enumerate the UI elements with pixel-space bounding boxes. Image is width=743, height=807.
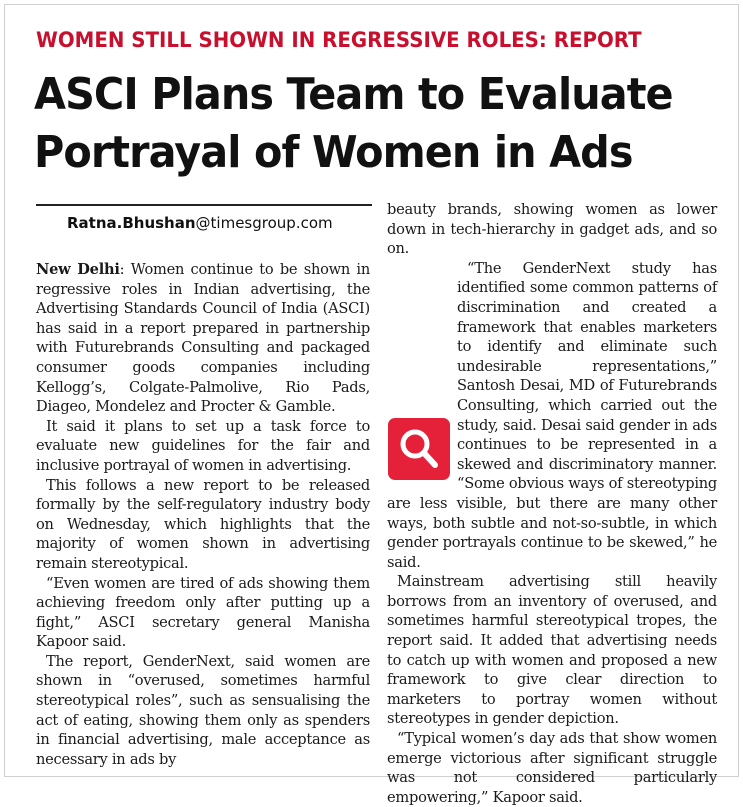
headline-line-2: Portrayal of Women in Ads (34, 127, 633, 178)
paragraph: “Typical women’s day ads that show women emerge victorious after significant struggle was not considered particularly empowering,” Kapoor said. (387, 730, 717, 806)
column-2 (387, 200, 717, 807)
paragraph: This follows a new report to be released formally by the self-regulatory industry body on Wednesday, which highlights that the majority of women shown in advertising remain stereotypical. (36, 476, 370, 572)
paragraph: beauty brands, showing women as lower down in tech-hierarchy in gadget ads, and so on. (387, 201, 717, 258)
byline-domain: @timesgroup.com (195, 214, 333, 232)
headline (34, 66, 692, 182)
headline-line-1: ASCI Plans Team to Evaluate (34, 69, 673, 120)
paragraph: The report, GenderNext, said women are shown in “overused, sometimes harmful stereotypical roles”, such as sensualising the act of eating, showing them only as spenders in financial advertising, male acceptance as necessary in ads by (36, 652, 370, 768)
paragraph (36, 260, 370, 417)
paragraph: Mainstream advertising still heavily borrows from an inventory of overused, and sometimes harmful stereotypical tropes, the report said. It added that advertising needs to catch up with women and proposed a new framework to give clear direction to marketers to portray women without stereotypes in gender depiction. (387, 573, 717, 728)
kicker: WOMEN STILL SHOWN IN REGRESSIVE ROLES: REPORT (36, 28, 642, 53)
byline-rule (36, 204, 372, 206)
paragraph: It said it plans to set up a task force to evaluate new guidelines for the fair and inclusive portrayal of women in advertising. (36, 417, 370, 474)
byline (67, 214, 333, 232)
magnifier-glyph (388, 418, 450, 480)
paragraph: “The GenderNext study has identified some common patterns of discrimination and created a framework that enables marketers to identify and eliminate such undesirable representations,” Santosh Desai, MD of Futurebrands Consulting, which carried out the study, said. Desai said gender in ads continues to be represented in a skewed and discriminatory manner. “Some obvious ways of stereotyping are less visible, but there are many other ways, both subtle and not-so-subtle, in which gender portrayals continue to be skewed,” he said. (387, 259, 717, 571)
byline-name: Ratna.Bhushan (67, 214, 196, 232)
paragraph: “Even women are tired of ads showing them achieving freedom only after putting up a fight,” ASCI secretary general Manisha Kapoor said. (36, 574, 370, 651)
dateline: New Delhi (36, 261, 120, 278)
magnifier-icon (388, 418, 450, 480)
column-1 (36, 260, 370, 769)
paragraph-text: : Women continue to be shown in regressive roles in Indian advertising, the Advertising Standards Council of India (ASCI) has said in a report prepared in partnership with Futurebrands Consulting and packaged consumer goods companies including Kellogg’s, Colgate-Palmolive, Rio Pads, Diageo, Mondelez and Procter & Gamble. (36, 261, 370, 416)
